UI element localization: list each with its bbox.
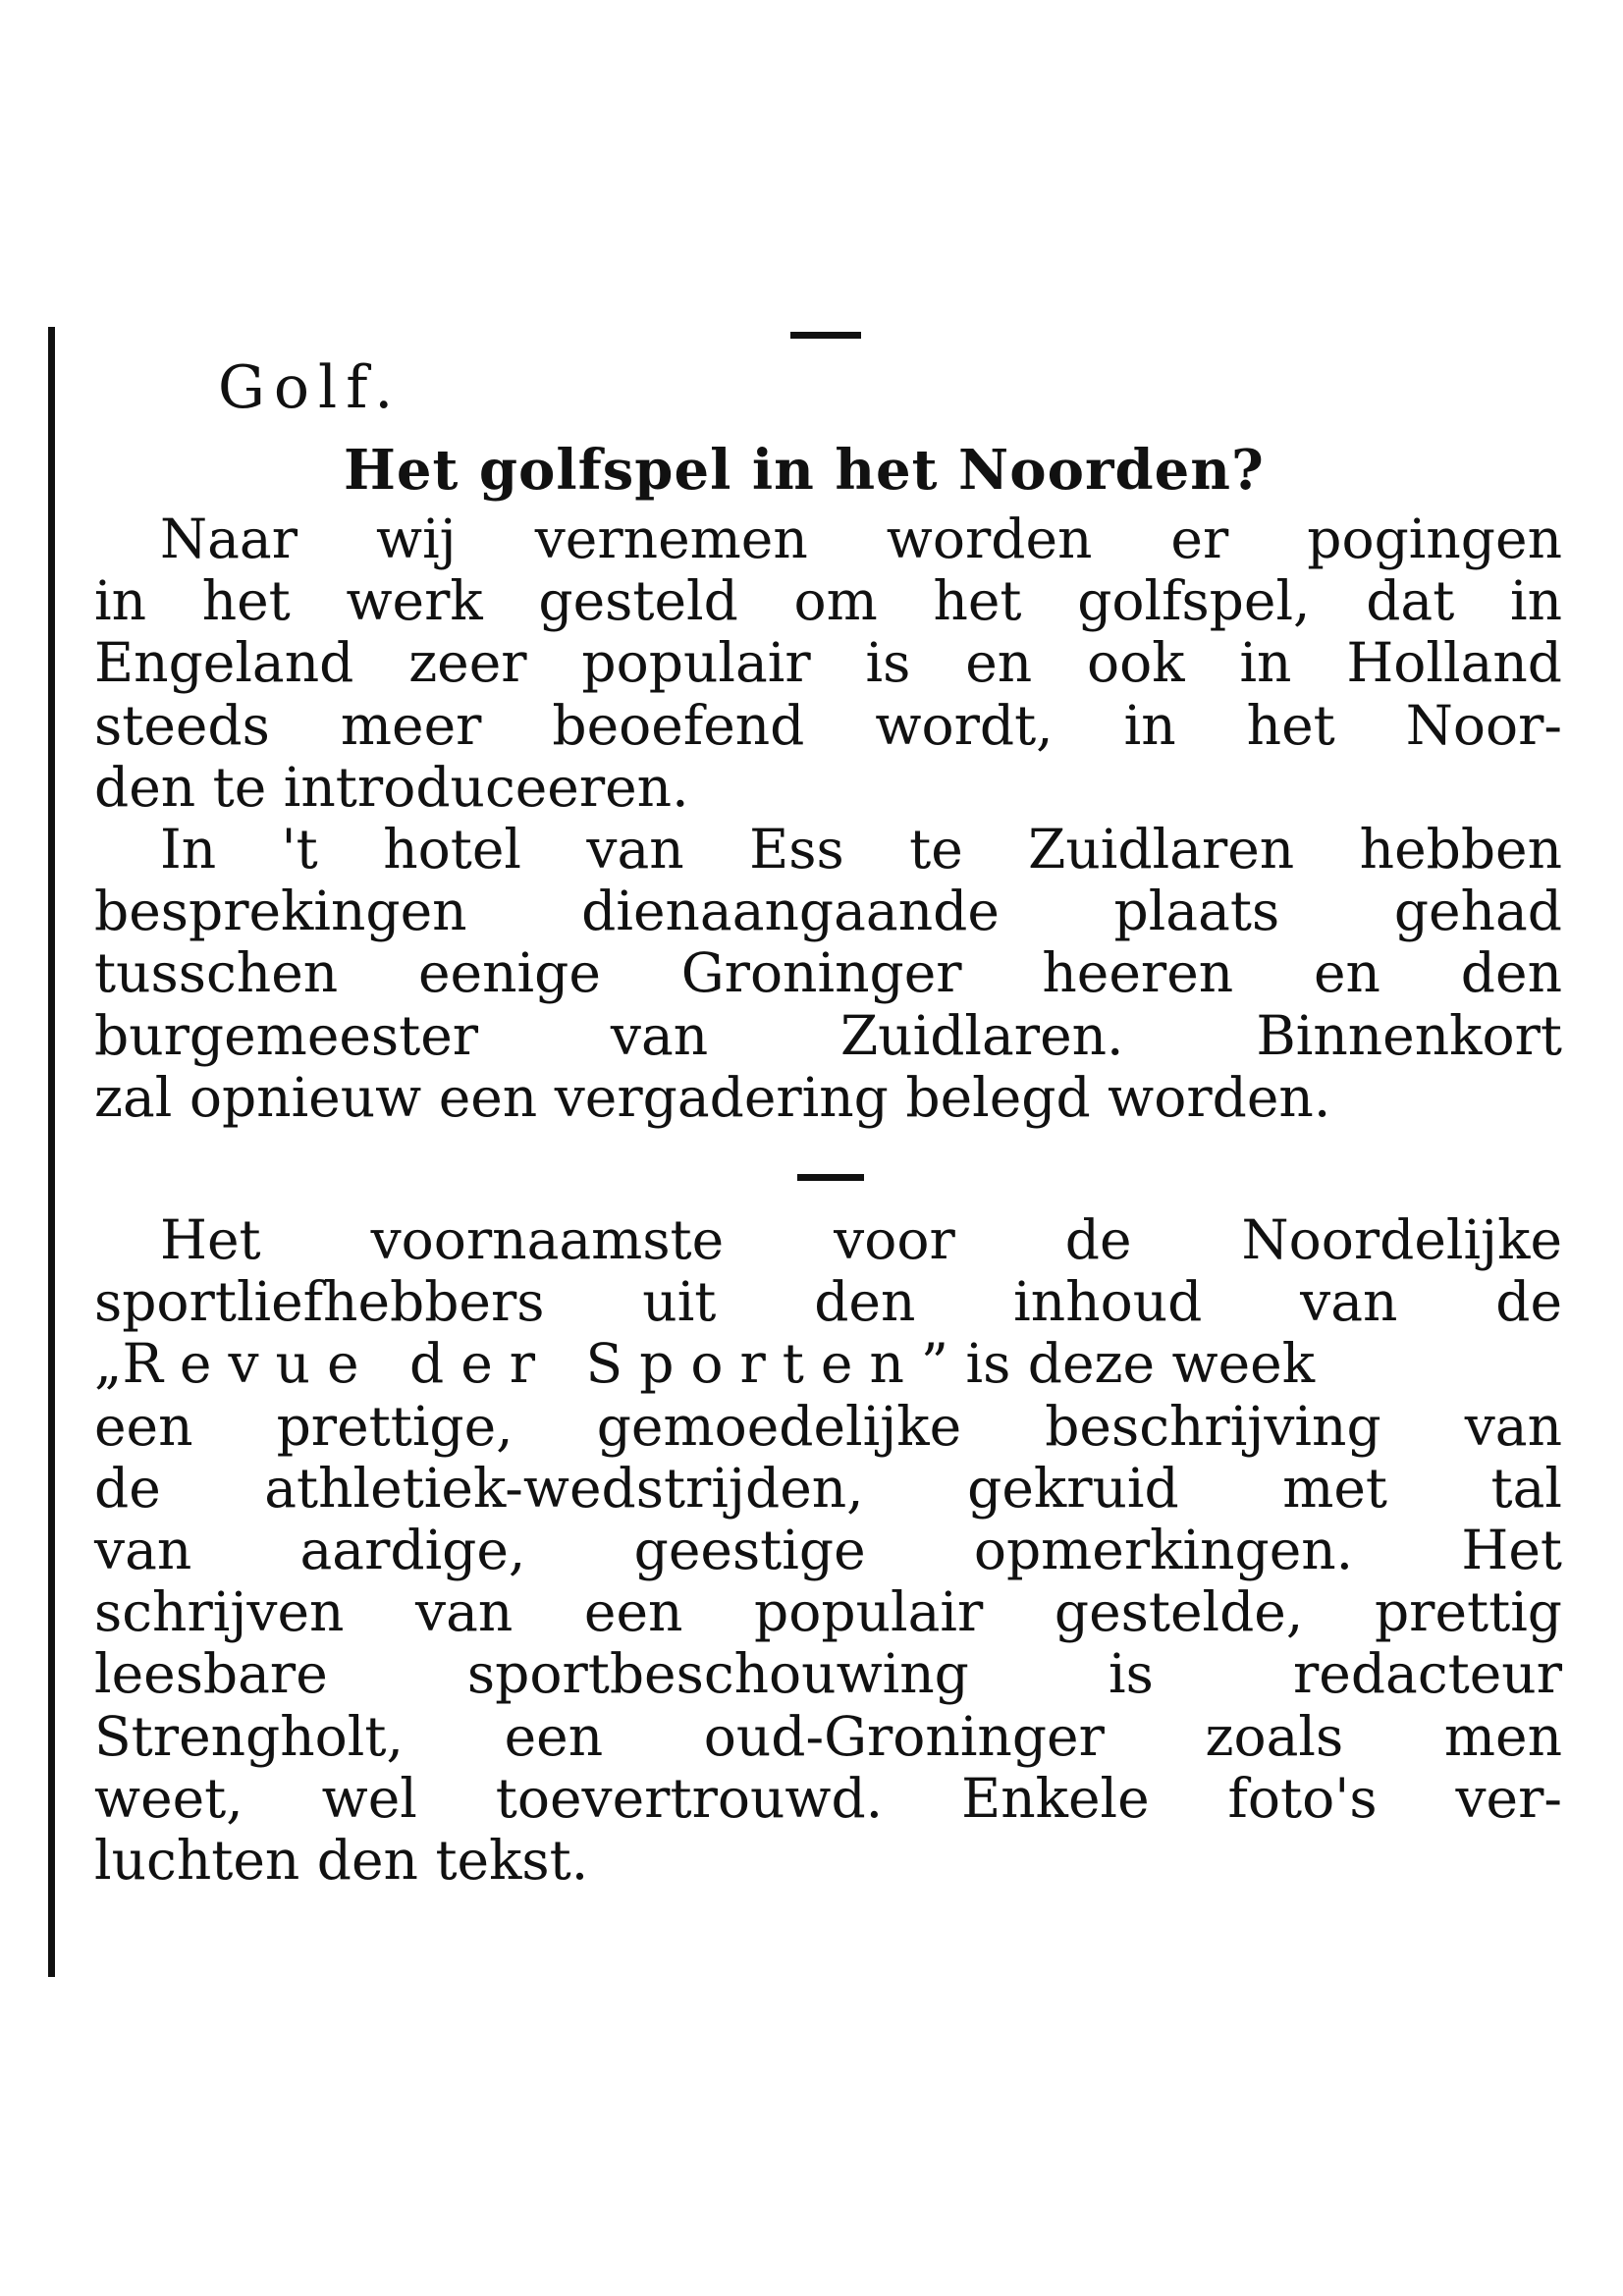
text-line: van aardige, geestige opmerkingen. Het xyxy=(94,1518,1562,1581)
text-line: luchten den tekst. xyxy=(94,1828,589,1892)
text-line: sportliefhebbers uit den inhoud van de xyxy=(94,1270,1562,1334)
article-paragraph-3 xyxy=(94,1209,1562,1892)
text-line: Naar wij vernemen worden er pogingen xyxy=(160,507,1562,570)
text-line: zal opnieuw een vergadering belegd worden. xyxy=(94,1065,1331,1129)
article-paragraph-2 xyxy=(94,819,1562,1129)
text-line: weet, wel toevertrouwd. Enkele foto's ver- xyxy=(94,1766,1562,1830)
text-line: steeds meer beoefend wordt, in het Noor- xyxy=(94,693,1562,757)
article-headline: Het golfspel in het Noorden? xyxy=(344,438,1265,503)
text-line: burgemeester van Zuidlaren. Binnenkort xyxy=(94,1003,1562,1067)
text-line-revue-title xyxy=(94,1333,1562,1395)
open-quote: „ xyxy=(94,1332,123,1396)
text-line-rest: ” is deze week xyxy=(920,1332,1316,1396)
text-line: besprekingen dienaangaande plaats gehad xyxy=(94,880,1562,943)
article-paragraph-1 xyxy=(94,508,1562,819)
text-line: schrijven van een populair gestelde, prettig xyxy=(94,1580,1562,1644)
text-line: de athletiek-wedstrijden, gekruid met tal xyxy=(94,1456,1562,1520)
text-line: Strengholt, een oud-Groninger zoals men xyxy=(94,1704,1562,1768)
separator-dash-middle xyxy=(797,1174,864,1181)
text-line: tusschen eenige Groninger heeren en den xyxy=(94,941,1562,1005)
text-line: Engeland zeer populair is en ook in Holland xyxy=(94,631,1562,695)
text-line: in het werk gesteld om het golfspel, dat in xyxy=(94,569,1562,633)
text-line: een prettige, gemoedelijke beschrijving van xyxy=(94,1394,1562,1458)
publication-title: Revue der Sporten xyxy=(122,1332,921,1396)
text-line: In 't hotel van Ess te Zuidlaren hebben xyxy=(160,818,1562,881)
separator-dash-top xyxy=(790,332,861,339)
text-line: leesbare sportbeschouwing is redacteur xyxy=(94,1642,1562,1706)
text-line: Het voornaamste voor de Noordelijke xyxy=(160,1208,1562,1271)
column-rule xyxy=(48,327,55,1977)
section-title: Golf. xyxy=(218,353,403,422)
text-line: den te introduceeren. xyxy=(94,755,689,819)
